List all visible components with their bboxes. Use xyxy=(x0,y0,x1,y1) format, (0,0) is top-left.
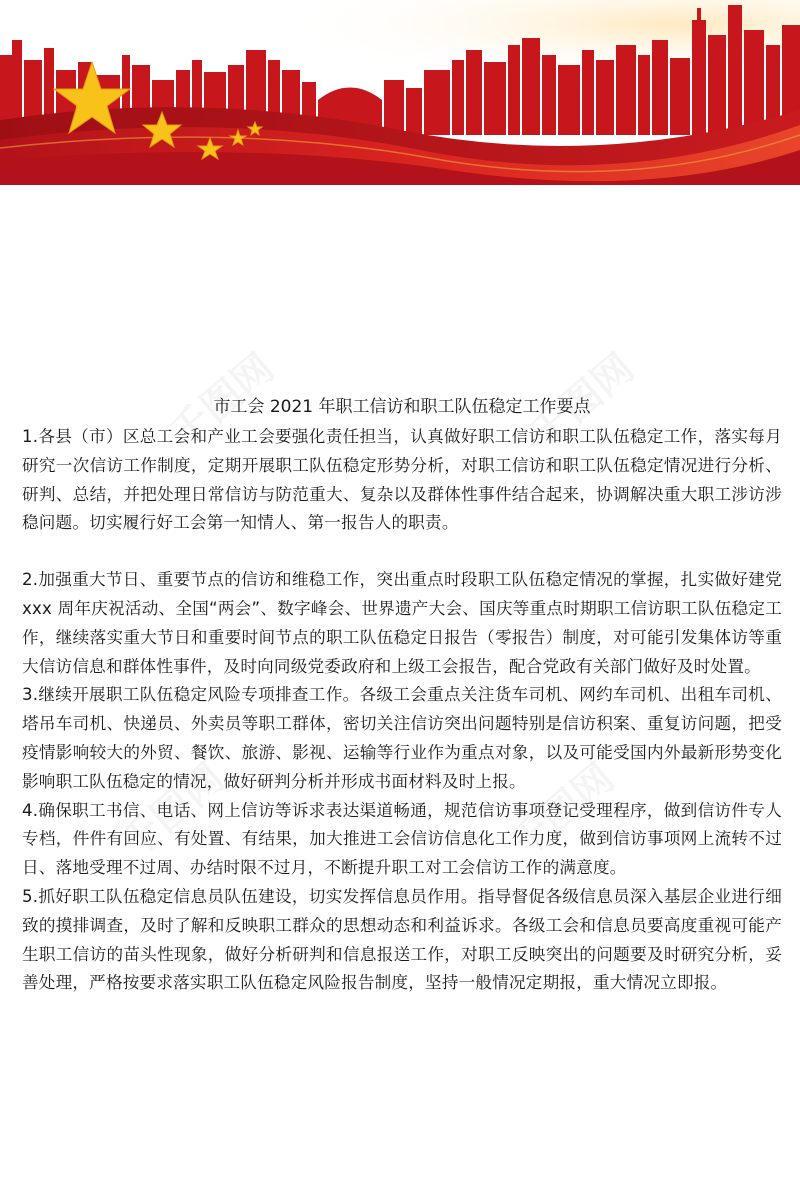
paragraph-2: 2.加强重大节日、重要节点的信访和维稳工作，突出重点时段职工队伍稳定情况的掌握，扎实做好建党 xxx 周年庆祝活动、全国“两会”、数字峰会、世界遗产大会、国庆等重点时期职工信访职工队伍稳定工作，继续落实重大节日和重要时间节点的职工队伍稳定日报告（零报告）制度，对可能引发集体访等重大信访信息和群体性事件，及时向同级党委政府和上级工会报告，配合党政有关部门做好及时处置。 xyxy=(22,570,782,676)
document-title: 市工会 2021 年职工信访和职工队伍稳定工作要点 xyxy=(213,397,591,417)
paragraph-1: 1.各县（市）区总工会和产业工会要强化责任担当，认真做好职工信访和职工队伍稳定工作，落实每月研究一次信访工作制度，定期开展职工队伍稳定形势分析，对职工信访和职工队伍稳定情况进行分析、研判、总结，并把处理日常信访与防范重大、复杂以及群体性事件结合起来，协调解决重大职工涉访涉稳问题。切实履行好工会第一知情人、第一报告人的职责。 xyxy=(22,427,782,533)
paragraph-5: 5.抓好职工队伍稳定信息员队伍建设，切实发挥信息员作用。指导督促各级信息员深入基层企业进行细致的摸排调查，及时了解和反映职工群众的思想动态和利益诉求。各级工会和信息员要高度重视可能产生职工信访的苗头性现象，做好分析研判和信息报送工作，对职工反映突出的问题要及时研究分析，妥善处理，严格按要求落实职工队伍稳定风险报告制度，坚持一般情况定期报，重大情况立即报。 xyxy=(22,886,782,993)
header-banner xyxy=(0,0,800,185)
city-skyline-illustration xyxy=(0,0,800,185)
document-body xyxy=(22,393,782,998)
paragraph-3: 3.继续开展职工队伍稳定风险专项排查工作。各级工会重点关注货车司机、网约车司机、出租车司机、塔吊车司机、快递员、外卖员等职工群体，密切关注信访突出问题特别是信访积案、重复访问题，把受疫情影响较大的外贸、餐饮、旅游、影视、运输等行业作为重点对象，以及可能受国内外最新形势变化影响职工队伍稳定的情况，做好研判分析并形成书面材料及时上报。 xyxy=(22,685,782,791)
paragraph-4: 4.确保职工书信、电话、网上信访等诉求表达渠道畅通，规范信访事项登记受理程序，做到信访件专人专档，件件有回应、有处置、有结果，加大推进工会信访信息化工作力度，做到信访事项网上流转不过日、落地受理不过周、办结时限不过月，不断提升职工对工会信访工作的满意度。 xyxy=(22,800,782,878)
